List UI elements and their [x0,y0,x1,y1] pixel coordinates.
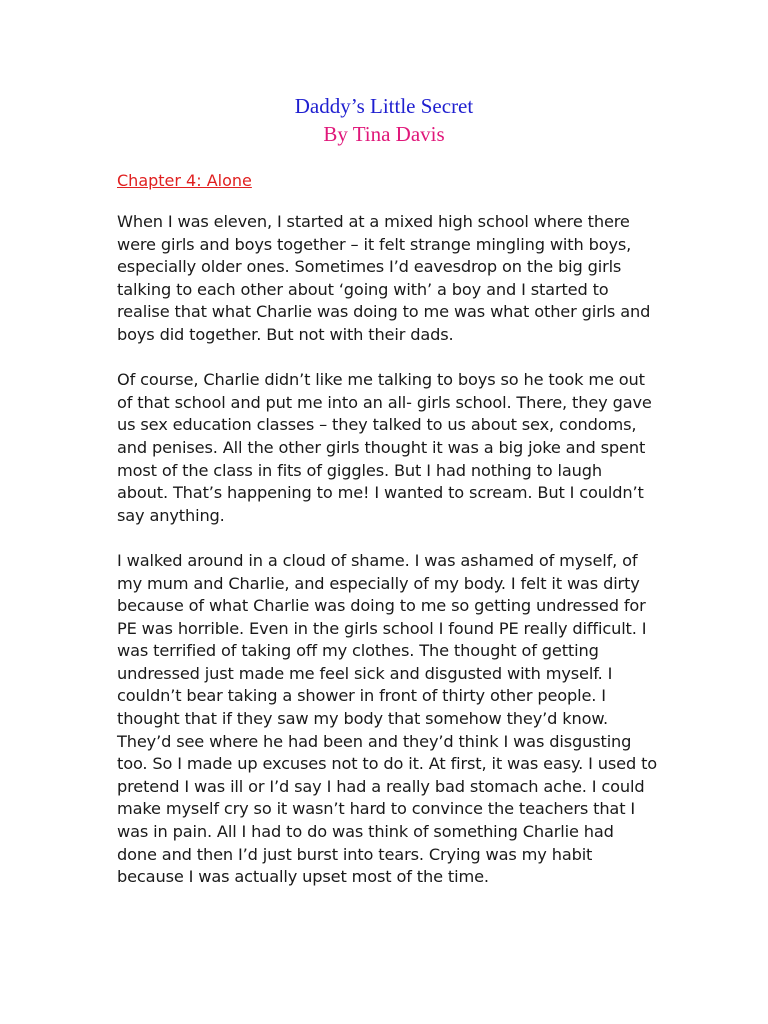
document-title: Daddy’s Little Secret [294,94,474,118]
paragraph: I walked around in a cloud of shame. I was ashamed of myself, of my mum and Charlie, and especially of my body. I felt it was dirty because of what Charlie was doing to me so getting undressed for PE was horrible. Even in the girls school I found PE really difficult. I was terrified of taking off my clothes. The thought of getting undressed just made me feel sick and disgusted with myself. I couldn’t bear taking a shower in front of thirty other people. I thought that if they saw my body that somehow they’d know. They’d see where he had been and they’d think I was disgusting too. So I made up excuses not to do it. At first, it was easy. I used to pretend I was ill or I’d say I had a really bad stomach ache. I could make myself cry so it wasn’t hard to convince the teachers that I was in pain. All I had to do was think of something Charlie had done and then I’d just burst into tears. Crying was my habit because I was actually upset most of the time. [117,550,658,887]
paragraph: When I was eleven, I started at a mixed high school where there were girls and boys together – it felt strange mingling with boys, especially older ones. Sometimes I’d eavesdrop on the big girls talking to each other about ‘going with’ a boy and I started to realise that what Charlie was doing to me was what other girls and boys did together. But not with their dads. [117,212,651,344]
chapter-heading: Chapter 4: Alone [117,171,252,190]
chapter-body [117,211,657,911]
title-block [0,92,768,148]
document-author: By Tina Davis [323,122,445,146]
paragraph: Of course, Charlie didn’t like me talking to boys so he took me out of that school and put me into an all- girls school. There, they gave us sex education classes – they talked to us about sex, condoms, and penises. All the other girls thought it was a big joke and spent most of the class in fits of giggles. But I had nothing to laugh about. That’s happening to me! I wanted to scream. But I couldn’t say anything. [117,370,652,525]
